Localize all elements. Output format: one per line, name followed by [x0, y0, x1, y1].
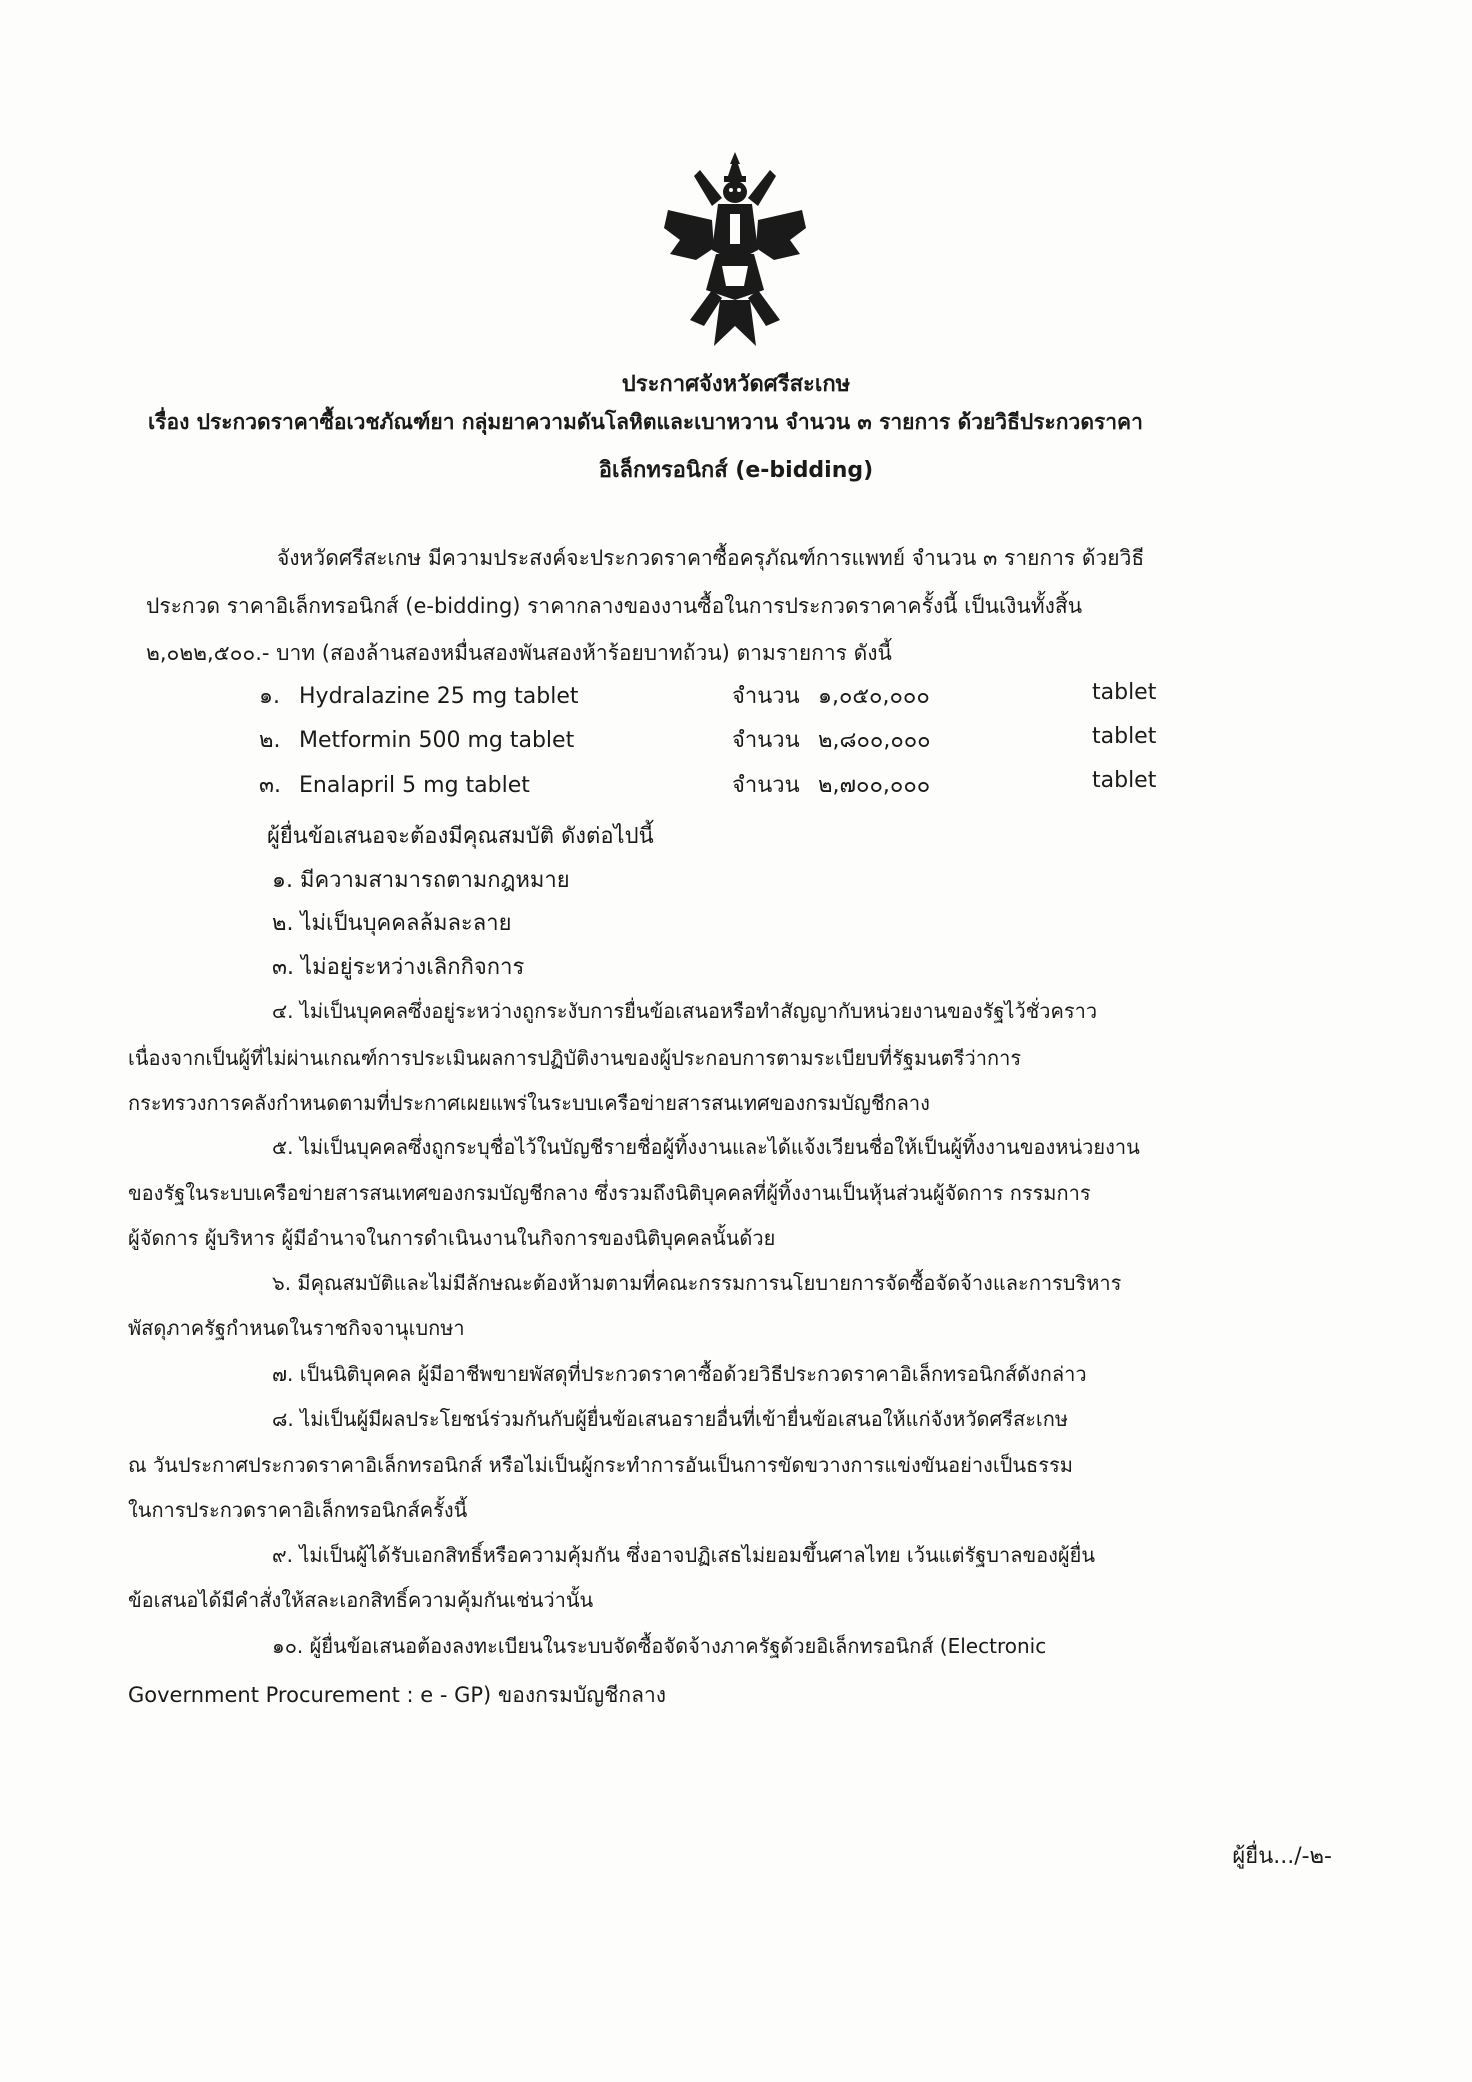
item-unit: tablet [1092, 680, 1157, 705]
page-continuation: ผู้ยื่น.../-๒- [1232, 1844, 1332, 1869]
item-unit: tablet [1092, 768, 1157, 793]
subject-line-2: อิเล็กทรอนิกส์ (e-bidding) [598, 458, 874, 483]
item-qty-label: จำนวน [732, 684, 800, 709]
item-name: Hydralazine 25 mg tablet [299, 684, 579, 709]
qualification-9-line-1: ๙. ไม่เป็นผู้ได้รับเอกสิทธิ์หรือความคุ้มกัน ซึ่งอาจปฏิเสธไม่ยอมขึ้นศาลไทย เว้นแต่รัฐบาลของผู้ยื่น [272, 1543, 1096, 1567]
item-number: ๑. [259, 684, 280, 709]
intro-line-2: ประกวด ราคาอิเล็กทรอนิกส์ (e-bidding) ราคากลางของงานซื้อในการประกวดราคาครั้งนี้ เป็นเงินทั้งสิ้น [146, 594, 1083, 618]
item-unit: tablet [1092, 724, 1157, 749]
qualification-8-line-3: ในการประกวดราคาอิเล็กทรอนิกส์ครั้งนี้ [128, 1498, 468, 1522]
qualification-4-line-1: ๔. ไม่เป็นบุคคลซึ่งอยู่ระหว่างถูกระงับการยื่นข้อเสนอหรือทำสัญญากับหน่วยงานของรัฐไว้ชั่วคราว [272, 999, 1098, 1023]
qualification-6-line-1: ๖. มีคุณสมบัติและไม่มีลักษณะต้องห้ามตามที่คณะกรรมการนโยบายการจัดซื้อจัดจ้างและการบริหาร [272, 1271, 1122, 1295]
qualification-7: ๗. เป็นนิติบุคคล ผู้มีอาชีพขายพัสดุที่ประกวดราคาซื้อด้วยวิธีประกวดราคาอิเล็กทรอนิกส์ดังกล่าว [272, 1362, 1087, 1386]
qualification-4-line-2: เนื่องจากเป็นผู้ที่ไม่ผ่านเกณฑ์การประเมินผลการปฏิบัติงานของผู้ประกอบการตามระเบียบที่รัฐมนตรีว่าการ [128, 1046, 1022, 1070]
item-qty: ๑,๐๕๐,๐๐๐ [818, 684, 930, 709]
subject-line-1: เรื่อง ประกวดราคาซื้อเวชภัณฑ์ยา กลุ่มยาความดันโลหิตและเบาหวาน จำนวน ๓ รายการ ด้วยวิธีประกวดราคา [148, 410, 1143, 434]
qualification-5-line-1: ๕. ไม่เป็นบุคคลซึ่งถูกระบุชื่อไว้ในบัญชีรายชื่อผู้ทิ้งงานและได้แจ้งเวียนชื่อให้เป็นผู้ทิ้งงานของหน่วยงาน [272, 1135, 1140, 1159]
announcement-title: ประกาศจังหวัดศรีสะเกษ [621, 372, 851, 397]
item-number: ๒. [259, 728, 281, 753]
intro-line-3: ๒,๐๒๒,๕๐๐.- บาท (สองล้านสองหมื่นสองพันสองห้าร้อยบาทถ้วน) ตามรายการ ดังนี้ [146, 641, 892, 665]
item-number: ๓. [259, 773, 282, 798]
item-qty-label: จำนวน [732, 773, 800, 798]
intro-line-1: จังหวัดศรีสะเกษ มีความประสงค์จะประกวดราคาซื้อครุภัณฑ์การแพทย์ จำนวน ๓ รายการ ด้วยวิธี [277, 546, 1145, 570]
qualification-5-line-2: ของรัฐในระบบเครือข่ายสารสนเทศของกรมบัญชีกลาง ซึ่งรวมถึงนิติบุคคลที่ผู้ทิ้งงานเป็นหุ้นส่วนผู้จัดการ กรรมการ [128, 1181, 1091, 1205]
qualification-10-line-2: Government Procurement : e - GP) ของกรมบัญชีกลาง [128, 1683, 667, 1707]
qualification-1: ๑. มีความสามารถตามกฎหมาย [272, 868, 570, 893]
item-qty: ๒,๗๐๐,๐๐๐ [818, 773, 931, 798]
qualifications-heading: ผู้ยื่นข้อเสนอจะต้องมีคุณสมบัติ ดังต่อไปนี้ [267, 824, 654, 849]
qualification-4-line-3: กระทรวงการคลังกำหนดตามที่ประกาศเผยแพร่ในระบบเครือข่ายสารสนเทศของกรมบัญชีกลาง [128, 1091, 930, 1115]
qualification-10-line-1: ๑๐. ผู้ยื่นข้อเสนอต้องลงทะเบียนในระบบจัดซื้อจัดจ้างภาครัฐด้วยอิเล็กทรอนิกส์ (Electronic [272, 1634, 1047, 1658]
item-name: Enalapril 5 mg tablet [299, 773, 530, 798]
qualification-8-line-1: ๘. ไม่เป็นผู้มีผลประโยชน์ร่วมกันกับผู้ยื่นข้อเสนอรายอื่นที่เข้ายื่นข้อเสนอให้แก่จังหวัดศรีสะเกษ [272, 1407, 1069, 1431]
qualification-2: ๒. ไม่เป็นบุคคลล้มละลาย [272, 911, 512, 936]
qualification-9-line-2: ข้อเสนอได้มีคำสั่งให้สละเอกสิทธิ์ความคุ้มกันเช่นว่านั้น [128, 1588, 594, 1612]
qualification-8-line-2: ณ วันประกาศประกวดราคาอิเล็กทรอนิกส์ หรือไม่เป็นผู้กระทำการอันเป็นการขัดขวางการแข่งขันอย่างเป็นธรรม [128, 1453, 1073, 1477]
item-qty: ๒,๘๐๐,๐๐๐ [818, 728, 931, 753]
item-qty-label: จำนวน [732, 728, 800, 753]
qualification-5-line-3: ผู้จัดการ ผู้บริหาร ผู้มีอำนาจในการดำเนินงานในกิจการของนิติบุคคลนั้นด้วย [128, 1226, 776, 1250]
garuda-emblem-icon [660, 150, 810, 350]
item-name: Metformin 500 mg tablet [299, 728, 575, 753]
qualification-3: ๓. ไม่อยู่ระหว่างเลิกกิจการ [272, 955, 525, 980]
qualification-6-line-2: พัสดุภาครัฐกำหนดในราชกิจจานุเบกษา [128, 1316, 465, 1340]
